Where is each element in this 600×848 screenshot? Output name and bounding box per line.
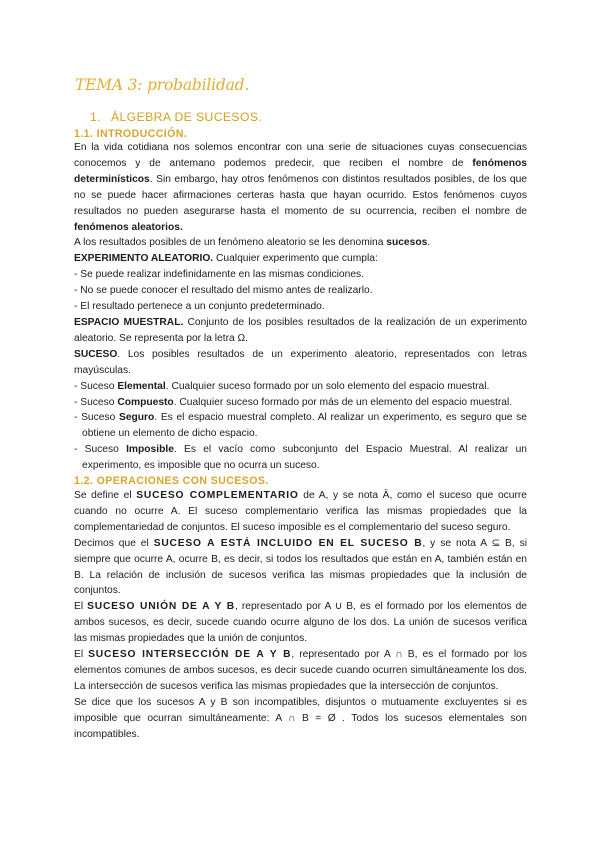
text-span: , y se nota A ⊆ B, si siempre que ocurre A, ocurre B, es decir, si todos los resultados que están en A, también están en B. La relación de inclusión de sucesos verifica las mismas propiedades que la inclusión de conjuntos. (74, 537, 527, 597)
text-span: , representado por A ∪ B, es el formado por los elementos de ambos sucesos, es decir, sucede cuando ocurre alguno de los dos. La unión de sucesos verifica las mismas propiedades que la unión de conjuntos. (74, 601, 527, 645)
text-span: El (74, 601, 88, 613)
intro-paragraph (74, 140, 527, 235)
condition-item: - No se puede conocer el resultado del mismo antes de realizarlo. (74, 285, 373, 297)
text-span: Decimos que el (74, 537, 154, 549)
subsection-heading-intro: 1.1. INTRODUCCIÓN. (74, 128, 188, 140)
term-sucesos: sucesos (386, 237, 428, 249)
term-compuesto: Compuesto (117, 396, 174, 408)
section-title: ÁLGEBRA DE SUCESOS. (110, 110, 263, 124)
complement-paragraph (74, 488, 527, 536)
experiment-paragraph (74, 251, 527, 267)
text-span: . Es el espacio muestral completo. Al realizar un experimento, es seguro que se obtiene un elemento de dicho espacio. (82, 412, 527, 440)
sample-space-paragraph (74, 315, 527, 347)
term-elemental: Elemental (117, 380, 166, 392)
text-span: - Suceso (74, 380, 118, 392)
condition-item: - Se puede realizar indefinidamente en las mismas condiciones. (74, 269, 365, 281)
text-span: . Sin embargo, hay otros fenómenos con distintos resultados posibles, de los que no se puede hacer afirmaciones certeras hasta que hayan ocurrido. Estos fenómenos cuyos resultados no pueden asegurarse hasta el momento de su ocurrencia, reciben el nombre de (74, 173, 527, 217)
text-span: de A, y se nota Ā, como el suceso que ocurre cuando no ocurre A. El suceso complementario verifica las mismas propiedades que la complementariedad de conjuntos. El suceso imposible es el complementario del suceso seguro. (74, 490, 527, 533)
term-random: fenómenos aleatorios. (74, 221, 183, 233)
event-type-item (74, 379, 527, 395)
condition-item: - El resultado pertenece a un conjunto predeterminado. (74, 301, 325, 313)
event-paragraph (74, 347, 527, 379)
text-span: - Suceso (74, 396, 118, 408)
text-span: . (427, 237, 431, 249)
intersection-paragraph (74, 647, 527, 695)
text-span: . Los posibles resultados de un experimento aleatorio, representados con letras mayúsculas. (74, 348, 527, 376)
subsection-heading-operations: 1.2. OPERACIONES CON SUCESOS. (74, 475, 269, 487)
text-span: . Cualquier suceso formado por un solo elemento del espacio muestral. (165, 380, 490, 392)
term-sample-space: ESPACIO MUESTRAL. (74, 316, 184, 328)
inclusion-paragraph (74, 536, 527, 600)
incompatible-paragraph: Se dice que los sucesos A y B son incompatibles, disjuntos o mutuamente excluyentes si es imposible que ocurran simultáneamente: A ∩ B = Ø . Todos los sucesos elementales son incompatibles. (74, 696, 527, 740)
text-span: - Suceso (74, 444, 127, 456)
term-experiment: EXPERIMENTO ALEATORIO. (74, 253, 214, 265)
term-imposible: Imposible (126, 444, 174, 456)
text-span: Conjunto de los posibles resultados de la realización de un experimento aleatorio. Se representa por la letra Ω. (74, 316, 528, 344)
text-span: - Suceso (74, 412, 119, 424)
intro-body (74, 140, 527, 474)
term-seguro: Seguro (118, 412, 155, 424)
text-span: . Cualquier suceso formado por más de un elemento del espacio muestral. (173, 396, 513, 408)
term-union: SUCESO UNIÓN DE A Y B (87, 601, 235, 613)
text-span: El (74, 649, 89, 661)
event-type-item (74, 410, 527, 442)
document-title: TEMA 3: probabilidad. (75, 76, 250, 94)
text-span: A los resultados posibles de un fenómeno aleatorio se les denomina (74, 237, 387, 249)
sucesos-paragraph (74, 235, 527, 251)
term-complement: SUCESO COMPLEMENTARIO (136, 490, 299, 501)
term-inclusion: SUCESO A ESTÁ INCLUIDO EN EL SUCESO B (153, 537, 423, 549)
text-span: , representado por A ∩ B, es el formado por los elementos comunes de ambos sucesos, es decir sucede cuando ocurren simultáneamente los dos. La intersección de sucesos verifica las mismas propiedades que la intersección de conjuntos. (74, 649, 527, 692)
term-intersection: SUCESO INTERSECCIÓN DE A Y B (88, 649, 292, 661)
event-type-item (74, 395, 527, 411)
text-span: En la vida cotidiana nos solemos encontrar con una serie de situaciones cuyas consecuencias conocemos y de antemano podemos predecir, que reciben el nombre de (74, 142, 527, 169)
term-event: SUCESO (74, 348, 118, 360)
text-span: Se define el (74, 490, 137, 501)
section-heading (90, 110, 262, 124)
event-type-item (74, 442, 527, 474)
operations-body (74, 488, 527, 743)
union-paragraph (74, 599, 527, 647)
text-span: . Es el vacío como subconjunto del Espacio Muestral. Al realizar un experimento, es imposible que no ocurra un suceso. (82, 444, 527, 472)
section-number: 1. (90, 110, 101, 124)
term-deterministic: fenómenos determinísticos (74, 157, 527, 185)
text-span: Cualquier experimento que cumpla: (213, 253, 378, 265)
